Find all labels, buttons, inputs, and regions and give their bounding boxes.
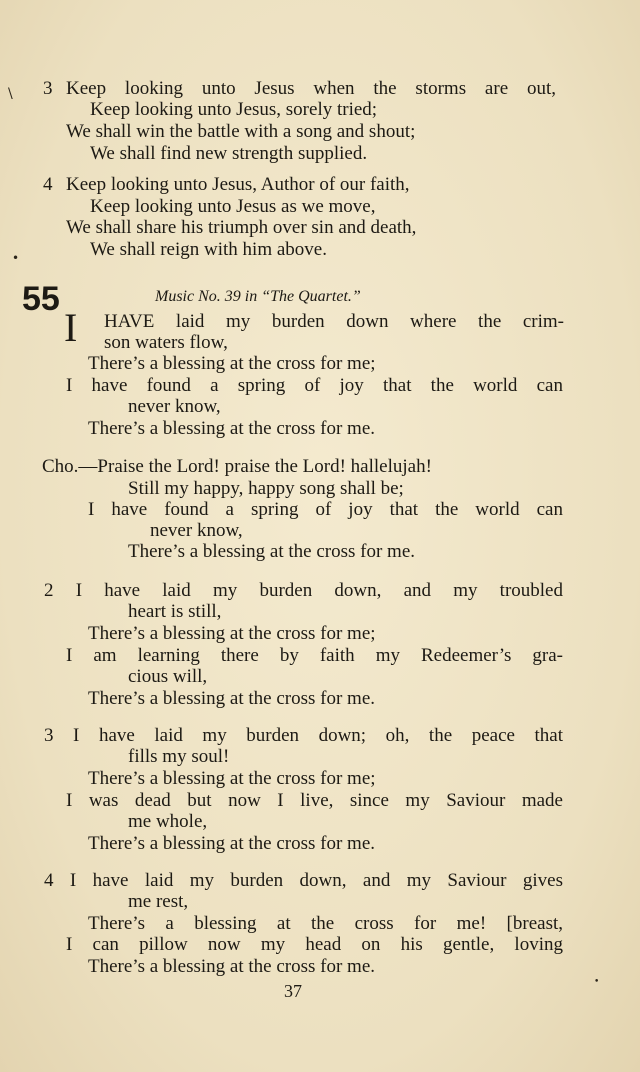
verse-line: There’s a blessing at the cross for me; bbox=[88, 353, 376, 374]
verse-line: Keep looking unto Jesus as we move, bbox=[90, 196, 376, 217]
verse-line: There’s a blessing at the cross for me. bbox=[88, 833, 376, 854]
verse-line: heart is still, bbox=[128, 601, 222, 622]
verse-line: me rest, bbox=[128, 891, 189, 912]
hymn-number: 55 bbox=[22, 280, 60, 318]
verse-line: We shall share his triumph over sin and death, bbox=[66, 217, 417, 238]
verse-number: 4 bbox=[43, 174, 53, 195]
chorus-line: I have found a spring of joy that the world can bbox=[88, 499, 563, 520]
verse-line: 2 I have laid my burden down, and my troubled bbox=[44, 580, 563, 601]
verse-line: Keep looking unto Jesus, Author of our faith, bbox=[66, 174, 410, 195]
print-mark: • bbox=[594, 977, 600, 987]
verse-line: cious will, bbox=[128, 666, 208, 687]
verse-line: Keep looking unto Jesus when the storms are out, bbox=[66, 78, 556, 99]
verse-number: 3 bbox=[43, 78, 53, 99]
music-reference: Music No. 39 in “The Quartet.” bbox=[155, 288, 361, 305]
verse-line: We shall find new strength supplied. bbox=[90, 143, 368, 164]
verse-line: never know, bbox=[128, 396, 221, 417]
verse-line: We shall reign with him above. bbox=[90, 239, 327, 260]
verse-line: HAVE laid my burden down where the crim- bbox=[104, 311, 564, 332]
verse-line: There’s a blessing at the cross for me. bbox=[88, 688, 376, 709]
verse-line: 3 I have laid my burden down; oh, the peace that bbox=[44, 725, 563, 746]
verse-line: son waters flow, bbox=[104, 332, 228, 353]
chorus-line: never know, bbox=[150, 520, 243, 541]
verse-line: I am learning there by faith my Redeemer’s gra- bbox=[66, 645, 563, 666]
verse-line: I have found a spring of joy that the world can bbox=[66, 375, 563, 396]
chorus-line: Cho.—Praise the Lord! praise the Lord! hallelujah! bbox=[42, 456, 432, 477]
chorus-line: Still my happy, happy song shall be; bbox=[128, 478, 404, 499]
print-mark: \ bbox=[8, 86, 13, 102]
verse-line: There’s a blessing at the cross for me. bbox=[88, 956, 376, 977]
verse-line: There’s a blessing at the cross for me; bbox=[88, 768, 376, 789]
verse-line: There’s a blessing at the cross for me! [breast, bbox=[88, 913, 563, 934]
verse-line: We shall win the battle with a song and shout; bbox=[66, 121, 416, 142]
verse-line: There’s a blessing at the cross for me. bbox=[88, 418, 376, 439]
verse-line: There’s a blessing at the cross for me; bbox=[88, 623, 376, 644]
verse-line: fills my soul! bbox=[128, 746, 230, 767]
verse-line: I was dead but now I live, since my Saviour made bbox=[66, 790, 563, 811]
verse-line: me whole, bbox=[128, 811, 208, 832]
chorus-line: There’s a blessing at the cross for me. bbox=[128, 541, 416, 562]
print-mark: • bbox=[12, 251, 20, 265]
verse-line: Keep looking unto Jesus, sorely tried; bbox=[90, 99, 378, 120]
page-number: 37 bbox=[284, 981, 302, 1001]
verse-line: I can pillow now my head on his gentle, loving bbox=[66, 934, 563, 955]
verse-line: 4 I have laid my burden down, and my Saviour gives bbox=[44, 870, 563, 891]
drop-cap: I bbox=[64, 305, 78, 350]
